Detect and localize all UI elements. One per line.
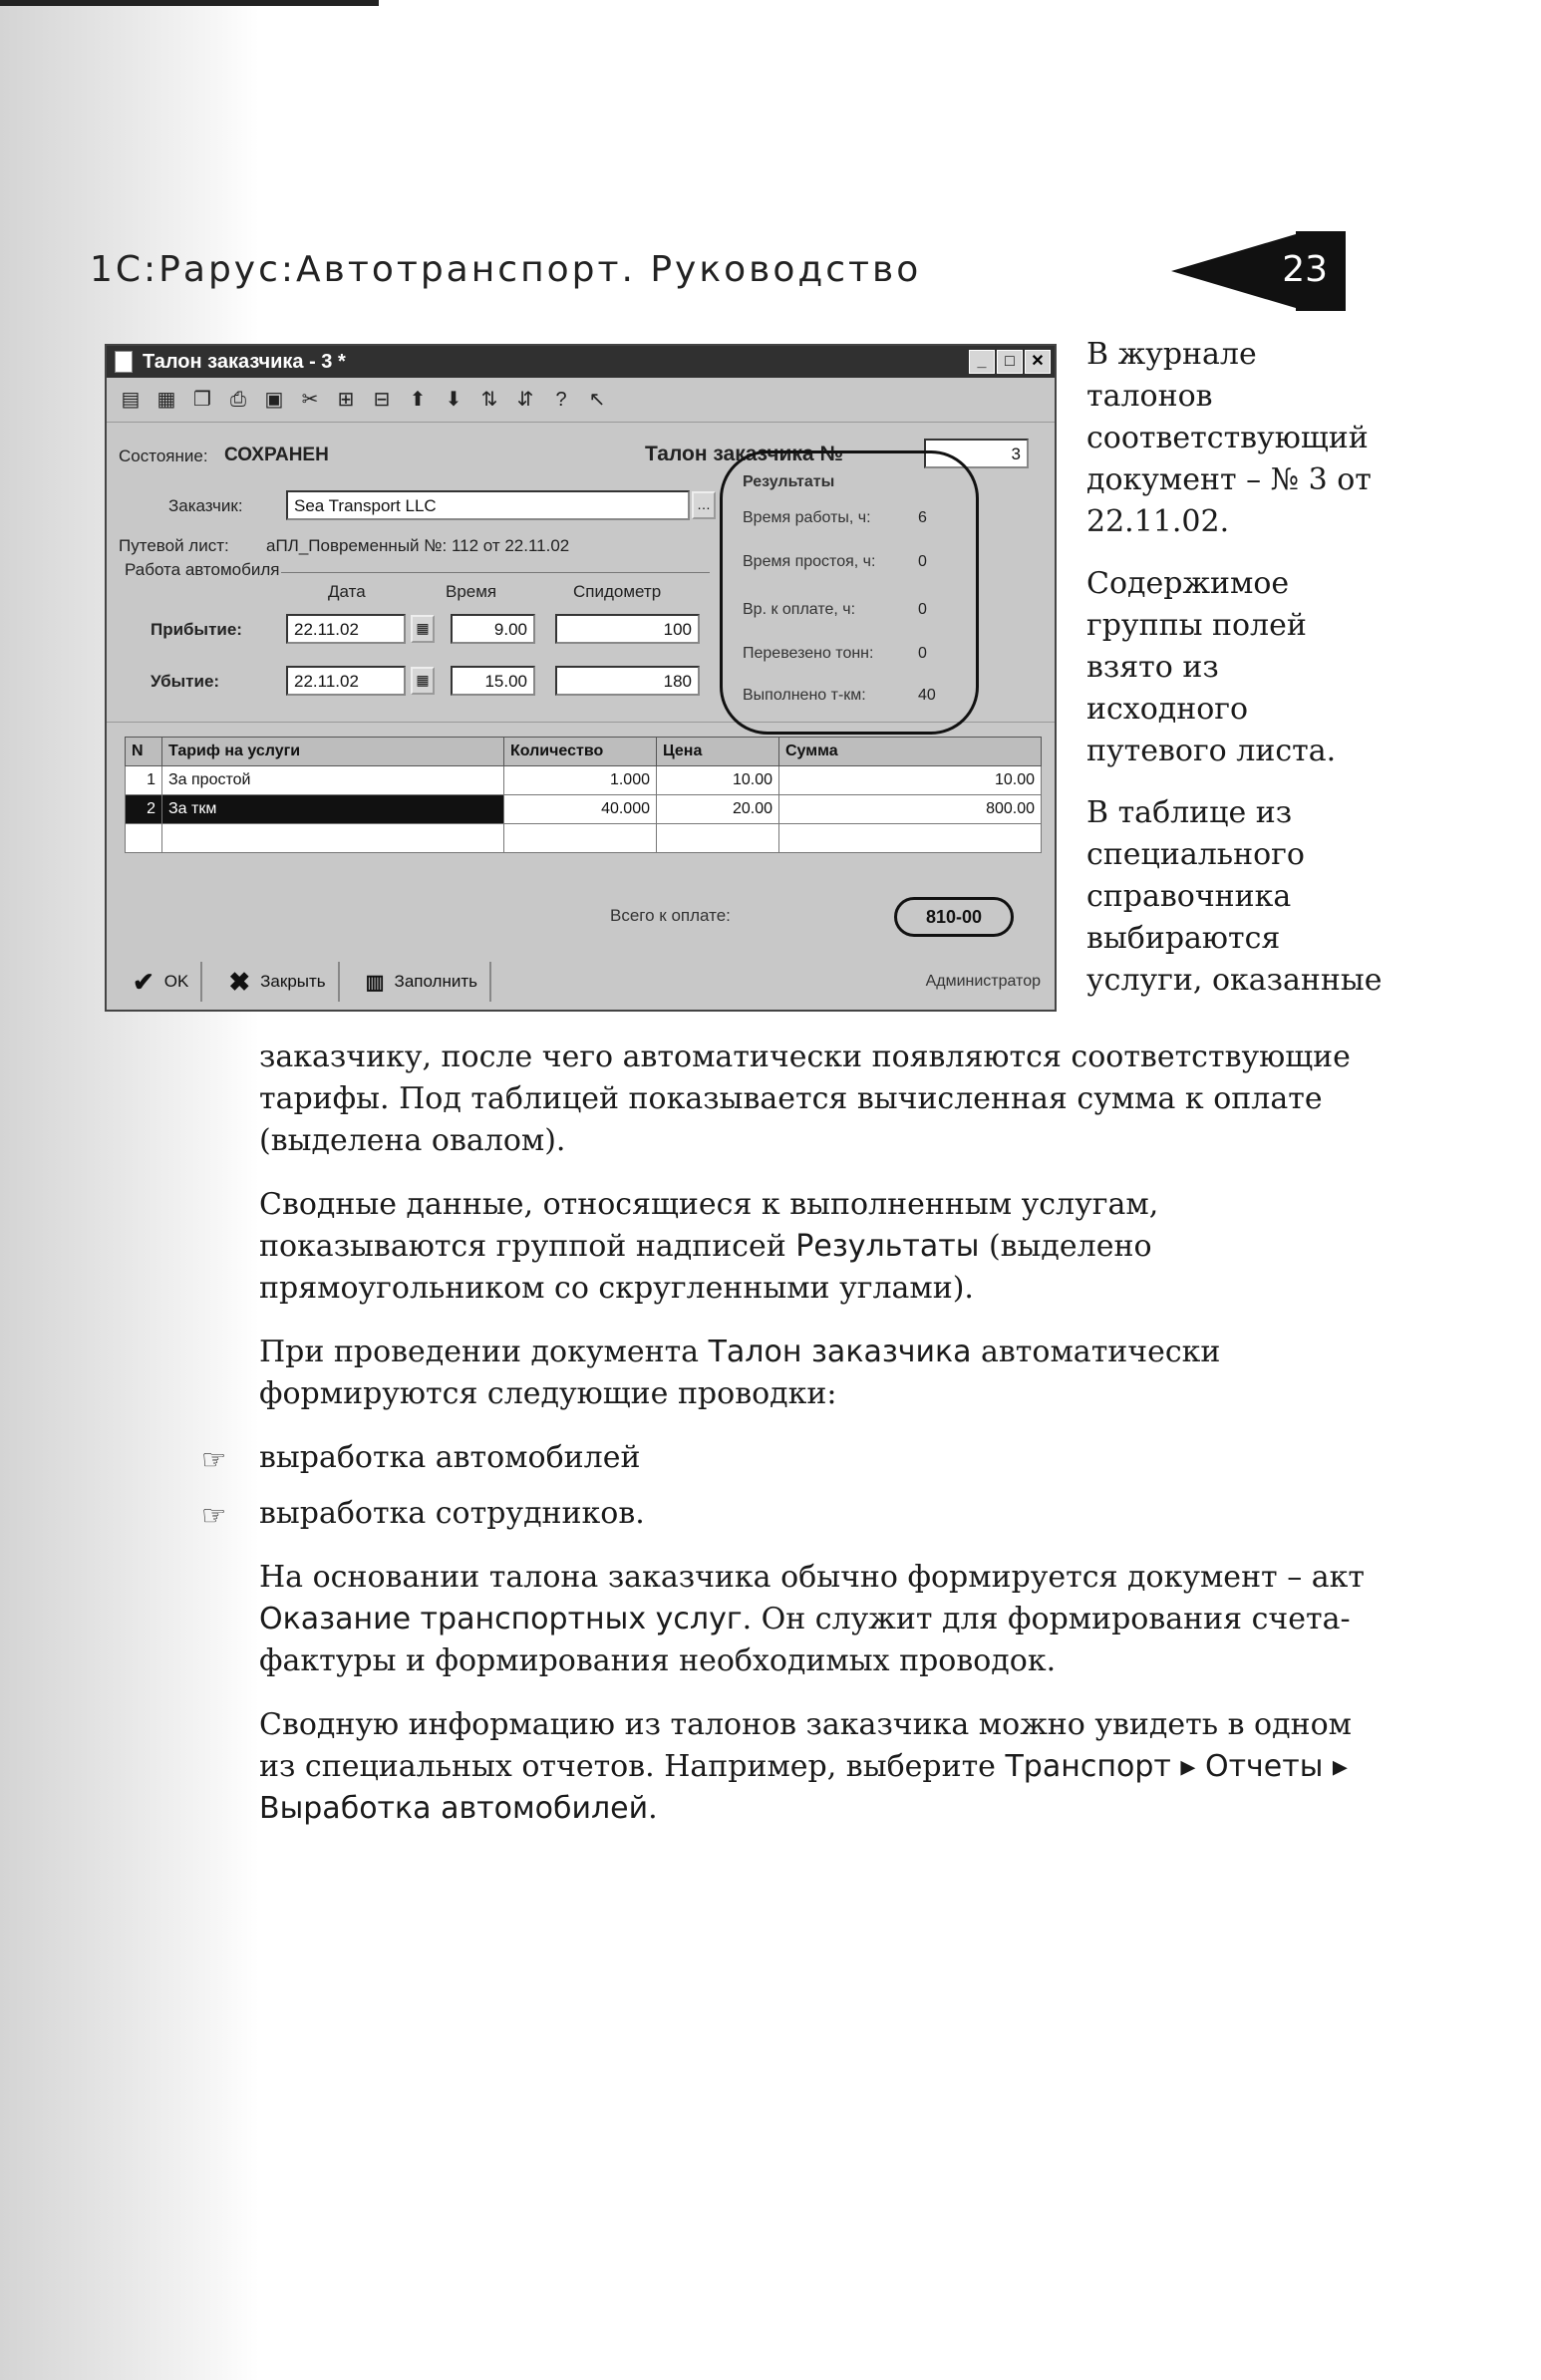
doc-title: Талон заказчика № xyxy=(645,443,843,465)
body-paragraph: Сводную информацию из талонов заказчика можно увидеть в одном из специальных отчетов. Например, выберите Транспорт ▸ Отчеты ▸ Выработка автомобилей. xyxy=(259,1707,1352,1826)
table-header-cell[interactable]: Цена xyxy=(657,738,779,766)
results-row-label: Время работы, ч: xyxy=(743,509,871,526)
quantity-cell[interactable]: 1.000 xyxy=(504,766,657,795)
side-paragraph: В таблице из специального справочника выбираются услуги, оказанные xyxy=(1086,795,1383,998)
open-icon[interactable]: ▤ xyxy=(121,389,141,411)
table-header-cell[interactable]: Тариф на услуги xyxy=(162,738,504,766)
close-icon: ✖ xyxy=(228,966,251,997)
row-number: 2 xyxy=(126,795,162,824)
page-number: 23 xyxy=(1282,249,1328,290)
departure-date-field[interactable]: 22.11.02 xyxy=(286,666,406,696)
move-down-icon[interactable]: ⬇ xyxy=(445,389,462,411)
arrival-date-field[interactable]: 22.11.02 xyxy=(286,614,406,644)
body-paragraph: При проведении документа Талон заказчика автоматически формируются следующие проводки: xyxy=(259,1335,1221,1411)
results-row-label: Вр. к оплате, ч: xyxy=(743,601,856,618)
total-label: Всего к оплате: xyxy=(610,906,731,925)
delete-row-icon[interactable]: ⊟ xyxy=(373,389,391,411)
quantity-cell[interactable]: 40.000 xyxy=(504,795,657,824)
window-controls xyxy=(969,350,1051,374)
body-paragraph: заказчику, после чего автоматически появляются соответствующие тарифы. Под таблицей показывается вычисленная сумма к оплате (выделена овалом). xyxy=(259,1040,1351,1158)
results-row-value: 0 xyxy=(918,553,927,570)
departure-speedometer-field[interactable]: 180 xyxy=(555,666,700,696)
results-group xyxy=(720,450,979,735)
date-column-label: Дата xyxy=(328,582,366,601)
fill-label: Заполнить xyxy=(394,972,478,991)
pointing-hand-icon: ☞ xyxy=(201,1499,227,1532)
top-rule xyxy=(0,0,379,6)
ui-term: Талон заказчика xyxy=(708,1335,972,1369)
toolbar xyxy=(107,378,1055,423)
page-marker xyxy=(1171,231,1346,311)
maximize-button[interactable]: □ xyxy=(997,350,1023,374)
group-divider xyxy=(281,572,710,573)
tariffs-table xyxy=(125,737,1042,853)
document-icon xyxy=(115,351,133,373)
arrival-calendar-icon[interactable]: ▦ xyxy=(411,615,435,643)
preview-icon[interactable]: ▣ xyxy=(264,389,284,411)
results-row-value: 0 xyxy=(918,601,927,618)
results-row-value: 0 xyxy=(918,645,927,662)
table-header-cell[interactable]: Количество xyxy=(504,738,657,766)
bottom-bar xyxy=(107,954,1055,1010)
table-header-cell[interactable]: Сумма xyxy=(779,738,1042,766)
vehicle-work-group-label: Работа автомобиля xyxy=(125,560,280,579)
add-row-icon[interactable]: ⊞ xyxy=(337,389,355,411)
customer-select-button[interactable]: … xyxy=(692,491,716,519)
departure-time-field[interactable]: 15.00 xyxy=(451,666,535,696)
body-text xyxy=(201,1037,1376,1852)
minimize-button[interactable]: _ xyxy=(969,350,995,374)
speedometer-column-label: Спидометр xyxy=(573,582,662,601)
ok-label: OK xyxy=(163,972,189,991)
ui-term: Оказание транспортных услуг xyxy=(259,1602,743,1636)
form-area xyxy=(107,423,1055,723)
save-icon[interactable]: ▦ xyxy=(156,389,176,411)
move-up-icon[interactable]: ⬆ xyxy=(409,389,427,411)
fill-button[interactable] xyxy=(354,962,491,1002)
menu-path: Транспорт ▸ Отчеты ▸ Выработка автомобилей xyxy=(259,1749,1348,1826)
table-header-cell[interactable]: N xyxy=(126,738,162,766)
results-row-value: 40 xyxy=(918,687,936,704)
check-icon: ✔ xyxy=(133,966,154,997)
body-paragraph: На основании талона заказчика обычно формируется документ – акт Оказание транспортных услуг. Он служит для формирования счета-фактуры и формирования необходимых проводок. xyxy=(259,1560,1365,1678)
total-value: 810-00 xyxy=(894,897,1014,937)
side-paragraph: Содержимое группы полей взято из исходного путевого листа. xyxy=(1086,566,1337,768)
departure-calendar-icon[interactable]: ▦ xyxy=(411,667,435,695)
results-row-value: 6 xyxy=(918,509,927,526)
bullet-item: ☞ выработка автомобилей xyxy=(259,1437,1376,1479)
customer-label: Заказчик: xyxy=(168,496,243,515)
bullet-item: ☞ выработка сотрудников. xyxy=(259,1493,1376,1535)
cut-icon[interactable]: ✂ xyxy=(301,389,319,411)
price-cell[interactable]: 10.00 xyxy=(657,766,779,795)
results-title: Результаты xyxy=(743,473,835,490)
ok-button[interactable] xyxy=(121,962,202,1002)
close-window-button[interactable]: ✕ xyxy=(1025,350,1051,374)
close-button[interactable] xyxy=(216,962,339,1002)
help-icon[interactable]: ? xyxy=(555,389,567,411)
window-titlebar[interactable] xyxy=(107,346,1055,378)
table-row[interactable] xyxy=(126,795,1042,824)
status-value: СОХРАНЕН xyxy=(224,445,329,465)
tariff-cell[interactable]: За простой xyxy=(162,766,504,795)
side-column xyxy=(1086,334,1386,1022)
window-title: Талон заказчика - 3 * xyxy=(143,350,346,373)
print-icon[interactable]: ⎙ xyxy=(230,389,246,411)
side-paragraph: В журнале талонов соответствующий документ – № 3 от 22.11.02. xyxy=(1086,337,1372,539)
departure-label: Убытие: xyxy=(151,672,220,691)
sum-cell[interactable]: 800.00 xyxy=(779,795,1042,824)
customer-field[interactable]: Sea Transport LLC xyxy=(286,490,690,520)
status-label: Состояние: xyxy=(119,446,208,465)
context-help-icon[interactable]: ↖ xyxy=(588,389,606,411)
sort-asc-icon[interactable]: ⇅ xyxy=(480,389,498,411)
customer-ticket-window xyxy=(105,344,1057,1012)
results-row-label: Время простоя, ч: xyxy=(743,553,876,570)
arrival-speedometer-field[interactable]: 100 xyxy=(555,614,700,644)
fill-icon: ▥ xyxy=(365,971,385,994)
copy-icon[interactable]: ❐ xyxy=(193,389,211,411)
doc-number-field[interactable]: 3 xyxy=(924,439,1029,468)
table-header-row xyxy=(126,738,1042,766)
table-row[interactable] xyxy=(126,824,1042,853)
time-column-label: Время xyxy=(446,582,497,601)
results-row-label: Выполнено т-км: xyxy=(743,687,866,704)
price-cell[interactable]: 20.00 xyxy=(657,795,779,824)
running-title: 1С:Рарус:Автотранспорт. Руководство xyxy=(90,249,922,290)
sum-cell[interactable]: 10.00 xyxy=(779,766,1042,795)
close-label: Закрыть xyxy=(260,972,326,991)
results-row-label: Перевезено тонн: xyxy=(743,645,874,662)
tariff-cell[interactable]: За ткм xyxy=(162,795,504,824)
pointing-hand-icon: ☞ xyxy=(201,1443,227,1476)
table-row[interactable] xyxy=(126,766,1042,795)
ui-term: Результаты xyxy=(795,1229,980,1264)
waybill-value[interactable]: аПЛ_Повременный №: 112 от 22.11.02 xyxy=(266,536,570,555)
body-paragraph: Сводные данные, относящиеся к выполненным услугам, показываются группой надписей Результаты (выделено прямоугольником со скругленными углами). xyxy=(259,1187,1159,1306)
current-user: Администратор xyxy=(925,973,1041,990)
arrival-label: Прибытие: xyxy=(151,620,242,639)
waybill-label: Путевой лист: xyxy=(119,536,229,555)
sort-desc-icon[interactable]: ⇵ xyxy=(516,389,534,411)
arrival-time-field[interactable]: 9.00 xyxy=(451,614,535,644)
row-number: 1 xyxy=(126,766,162,795)
